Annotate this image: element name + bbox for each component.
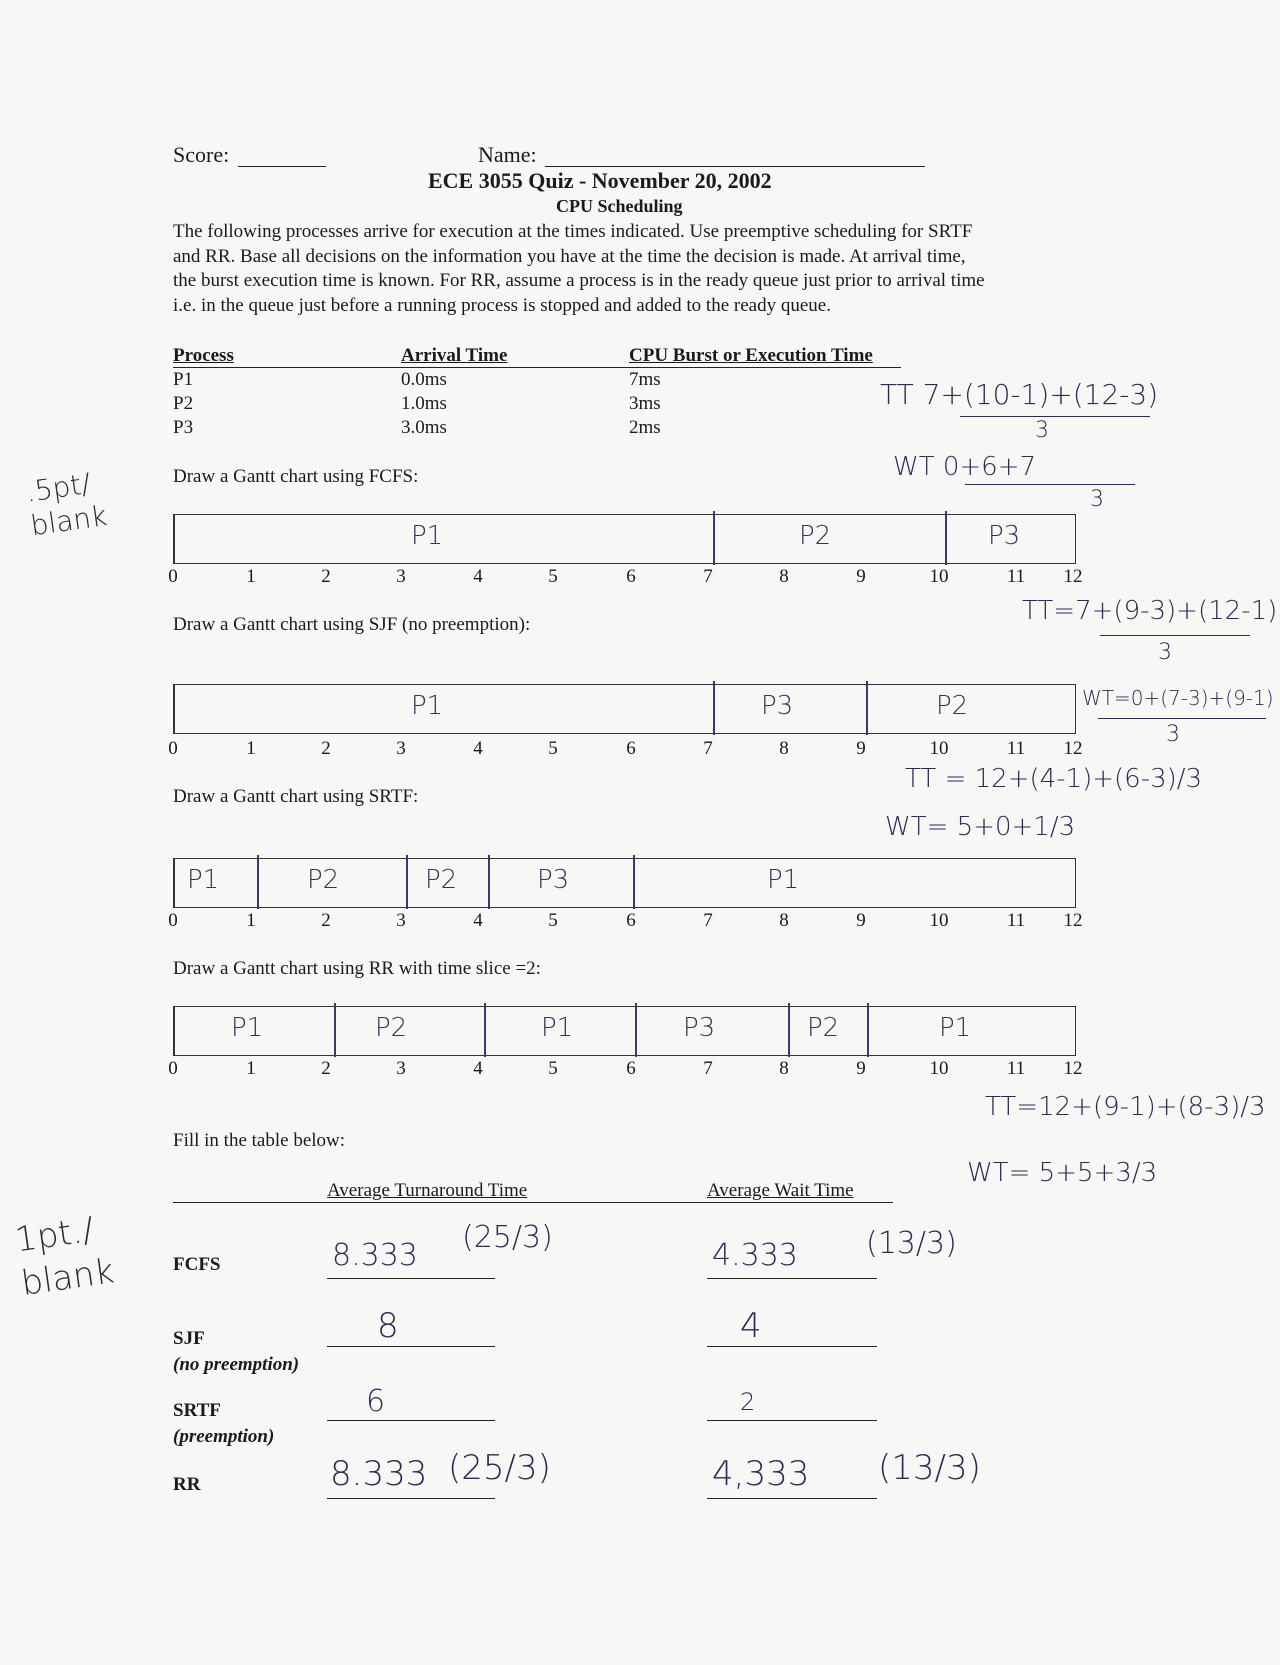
time-tick: 5 [548, 566, 558, 587]
margin-note-bottom: 1pt./ blank [12, 1209, 117, 1304]
fcfs-tt-work: TT 7+(10-1)+(12-3) [880, 378, 1159, 411]
rr-gantt-chart [173, 1006, 1076, 1056]
sjf-wt-denominator: 3 [1166, 722, 1180, 747]
answer-line [707, 1498, 877, 1499]
gantt-segment: P2 [799, 521, 832, 551]
time-tick: 4 [473, 1058, 483, 1079]
fcfs-wt-fraction-bar [965, 484, 1135, 485]
column-process [173, 344, 234, 440]
time-tick: 12 [1063, 566, 1083, 587]
gantt-border [1075, 515, 1077, 563]
name-label: Name: [478, 142, 537, 167]
rr-wt-note: (13/3) [878, 1448, 981, 1488]
time-tick: 1 [246, 738, 256, 759]
time-tick: 7 [703, 738, 713, 759]
time-tick: 6 [626, 566, 636, 587]
rr-time-axis [168, 1058, 1093, 1082]
time-tick: 2 [321, 1058, 331, 1079]
srtf-chart-label: Draw a Gantt chart using SRTF: [173, 786, 419, 807]
gantt-divider [635, 1003, 637, 1057]
sjf-tt-answer[interactable]: 8 [377, 1306, 399, 1346]
fcfs-tt-denominator: 3 [1035, 418, 1049, 443]
time-tick: 6 [626, 1058, 636, 1079]
rr-tt-answer[interactable]: 8.333 [330, 1454, 428, 1494]
fcfs-tt-fraction-bar [960, 416, 1150, 417]
gantt-segment: P1 [939, 1013, 972, 1043]
time-tick: 10 [929, 910, 949, 931]
gantt-divider [788, 1003, 790, 1057]
srtf-wt-work: WT= 5+0+1/3 [885, 812, 1076, 842]
fcfs-tt-answer[interactable]: 8.333 [332, 1238, 418, 1273]
quiz-subtitle: CPU Scheduling [556, 196, 683, 216]
fcfs-gantt-chart [173, 514, 1076, 564]
time-tick: 4 [473, 566, 483, 587]
table-cell: 1.0ms [401, 393, 447, 414]
time-tick: 1 [246, 566, 256, 587]
intro-line: and RR. Base all decisions on the information you have at the time the decision is made. At arrival time, [173, 245, 966, 267]
time-tick: 7 [703, 566, 713, 587]
table-cell: 0.0ms [401, 369, 447, 390]
gantt-segment: P2 [807, 1013, 840, 1043]
gantt-segment: P1 [231, 1013, 264, 1043]
time-tick: 3 [396, 738, 406, 759]
header-burst: CPU Burst or Execution Time [629, 345, 873, 366]
sjf-wt-fraction-bar [1098, 718, 1266, 719]
gantt-segment: P3 [988, 521, 1021, 551]
results-header-rule [173, 1202, 893, 1203]
time-tick: 11 [1006, 910, 1026, 931]
answer-line [327, 1346, 495, 1347]
gantt-divider [257, 855, 259, 909]
time-tick: 4 [473, 910, 483, 931]
row-label-main: SJF [173, 1328, 205, 1349]
intro-line: i.e. in the queue just before a running process is stopped and added to the ready queue. [173, 294, 831, 316]
table-cell: 2ms [629, 417, 661, 438]
sjf-wt-work: WT=0+(7-3)+(9-1) [1082, 686, 1274, 710]
time-tick: 9 [856, 910, 866, 931]
rr-tt-note: (25/3) [448, 1448, 551, 1488]
answer-line [707, 1420, 877, 1421]
gantt-border [1075, 685, 1077, 733]
results-col-wait: Average Wait Time [707, 1180, 854, 1201]
sjf-wt-answer[interactable]: 4 [740, 1306, 762, 1346]
time-tick: 12 [1063, 738, 1083, 759]
rr-chart-label: Draw a Gantt chart using RR with time slice =2: [173, 958, 541, 979]
time-tick: 10 [929, 1058, 949, 1079]
answer-line [707, 1346, 877, 1347]
time-tick: 6 [626, 910, 636, 931]
header-process: Process [173, 345, 234, 366]
srtf-tt-answer[interactable]: 6 [366, 1384, 386, 1419]
fcfs-chart-label: Draw a Gantt chart using FCFS: [173, 466, 419, 487]
process-table [173, 344, 901, 438]
time-tick: 2 [321, 566, 331, 587]
sjf-chart-label: Draw a Gantt chart using SJF (no preemption): [173, 614, 531, 635]
gantt-segment: P3 [761, 691, 794, 721]
gantt-divider [334, 1003, 336, 1057]
fcfs-wt-answer[interactable]: 4.333 [712, 1238, 798, 1273]
sjf-tt-work: TT=7+(9-3)+(12-1) [1022, 596, 1278, 626]
gantt-divider [406, 855, 408, 909]
time-tick: 11 [1006, 738, 1026, 759]
gantt-segment: P2 [307, 865, 340, 895]
gantt-divider [488, 855, 490, 909]
gantt-segment: P2 [375, 1013, 408, 1043]
time-tick: 0 [168, 738, 178, 759]
row-label-sub: (preemption) [173, 1426, 275, 1447]
time-tick: 5 [548, 910, 558, 931]
table-cell: P2 [173, 393, 194, 414]
srtf-time-axis [168, 910, 1093, 934]
time-tick: 7 [703, 910, 713, 931]
results-row-label: FCFS [173, 1254, 221, 1275]
gantt-segment: P1 [541, 1013, 574, 1043]
time-tick: 5 [548, 738, 558, 759]
score-label: Score: [173, 142, 230, 167]
time-tick: 11 [1006, 1058, 1026, 1079]
margin-note-top: .5pt/ blank [23, 466, 110, 543]
results-row-label [173, 1398, 274, 1450]
gantt-border [173, 685, 175, 733]
time-tick: 9 [856, 738, 866, 759]
time-tick: 1 [246, 1058, 256, 1079]
sjf-gantt-chart [173, 684, 1076, 734]
time-tick: 10 [929, 738, 949, 759]
time-tick: 11 [1006, 566, 1026, 587]
table-cell: 7ms [629, 369, 661, 390]
time-tick: 8 [779, 1058, 789, 1079]
fcfs-tt-note: (25/3) [462, 1220, 553, 1255]
results-row-label: RR [173, 1474, 201, 1495]
gantt-segment: P3 [683, 1013, 716, 1043]
fcfs-wt-note: (13/3) [866, 1226, 957, 1261]
intro-line: The following processes arrive for execution at the times indicated. Use preemptive scheduling for SRTF [173, 221, 973, 242]
quiz-title: ECE 3055 Quiz - November 20, 2002 [428, 168, 772, 193]
gantt-segment: P2 [936, 691, 969, 721]
time-tick: 9 [856, 1058, 866, 1079]
intro-line: the burst execution time is known. For RR, assume a process is in the ready queue just prior to arrival time [173, 270, 985, 291]
gantt-divider [867, 1003, 869, 1057]
answer-line [327, 1420, 495, 1421]
column-arrival [401, 344, 507, 440]
sjf-tt-fraction-bar [1100, 635, 1250, 636]
gantt-divider [713, 681, 715, 735]
gantt-segment: P2 [425, 865, 458, 895]
time-tick: 0 [168, 566, 178, 587]
score-blank[interactable] [238, 166, 326, 167]
srtf-tt-work: TT = 12+(4-1)+(6-3)/3 [905, 764, 1203, 794]
time-tick: 3 [396, 1058, 406, 1079]
results-row-label [173, 1326, 299, 1378]
rr-tt-work: TT=12+(9-1)+(8-3)/3 [985, 1092, 1266, 1122]
results-col-turnaround: Average Turnaround Time [327, 1180, 528, 1201]
gantt-segment: P1 [767, 865, 800, 895]
table-cell: P3 [173, 417, 194, 438]
answer-line [707, 1278, 877, 1279]
row-label-main: SRTF [173, 1400, 221, 1421]
column-burst [629, 344, 873, 440]
gantt-segment: P1 [411, 521, 444, 551]
gantt-divider [713, 511, 715, 565]
time-tick: 8 [779, 566, 789, 587]
answer-line [327, 1498, 495, 1499]
intro-paragraph [173, 220, 1093, 318]
time-tick: 2 [321, 738, 331, 759]
time-tick: 6 [626, 738, 636, 759]
gantt-segment: P1 [187, 865, 220, 895]
gantt-segment: P1 [411, 691, 444, 721]
time-tick: 0 [168, 910, 178, 931]
name-blank[interactable] [545, 166, 925, 167]
fcfs-wt-work: WT 0+6+7 [893, 452, 1037, 482]
gantt-border [173, 515, 175, 563]
time-tick: 12 [1063, 910, 1083, 931]
gantt-divider [945, 511, 947, 565]
table-cell: P1 [173, 369, 194, 390]
sjf-tt-denominator: 3 [1158, 640, 1172, 665]
table-cell: 3ms [629, 393, 661, 414]
time-tick: 4 [473, 738, 483, 759]
time-tick: 7 [703, 1058, 713, 1079]
time-tick: 8 [779, 738, 789, 759]
gantt-border [173, 1007, 175, 1055]
fcfs-wt-denominator: 3 [1090, 487, 1104, 512]
answer-line [327, 1278, 495, 1279]
results-instruction: Fill in the table below: [173, 1130, 346, 1151]
row-label-sub: (no preemption) [173, 1354, 300, 1375]
gantt-border [1075, 1007, 1077, 1055]
sjf-time-axis [168, 738, 1093, 762]
rr-wt-work: WT= 5+5+3/3 [967, 1158, 1158, 1188]
table-cell: 3.0ms [401, 417, 447, 438]
time-tick: 1 [246, 910, 256, 931]
header-arrival: Arrival Time [401, 345, 508, 366]
fcfs-time-axis [168, 566, 1093, 590]
gantt-divider [633, 855, 635, 909]
gantt-divider [866, 681, 868, 735]
gantt-divider [484, 1003, 486, 1057]
time-tick: 3 [396, 566, 406, 587]
time-tick: 8 [779, 910, 789, 931]
gantt-border [1075, 859, 1077, 907]
time-tick: 3 [396, 910, 406, 931]
rr-wt-answer[interactable]: 4,333 [712, 1454, 810, 1494]
gantt-border [173, 859, 175, 907]
time-tick: 0 [168, 1058, 178, 1079]
time-tick: 12 [1063, 1058, 1083, 1079]
time-tick: 10 [929, 566, 949, 587]
time-tick: 9 [856, 566, 866, 587]
time-tick: 2 [321, 910, 331, 931]
srtf-gantt-chart [173, 858, 1076, 908]
gantt-segment: P3 [537, 865, 570, 895]
time-tick: 5 [548, 1058, 558, 1079]
srtf-wt-answer[interactable]: 2 [740, 1388, 756, 1416]
